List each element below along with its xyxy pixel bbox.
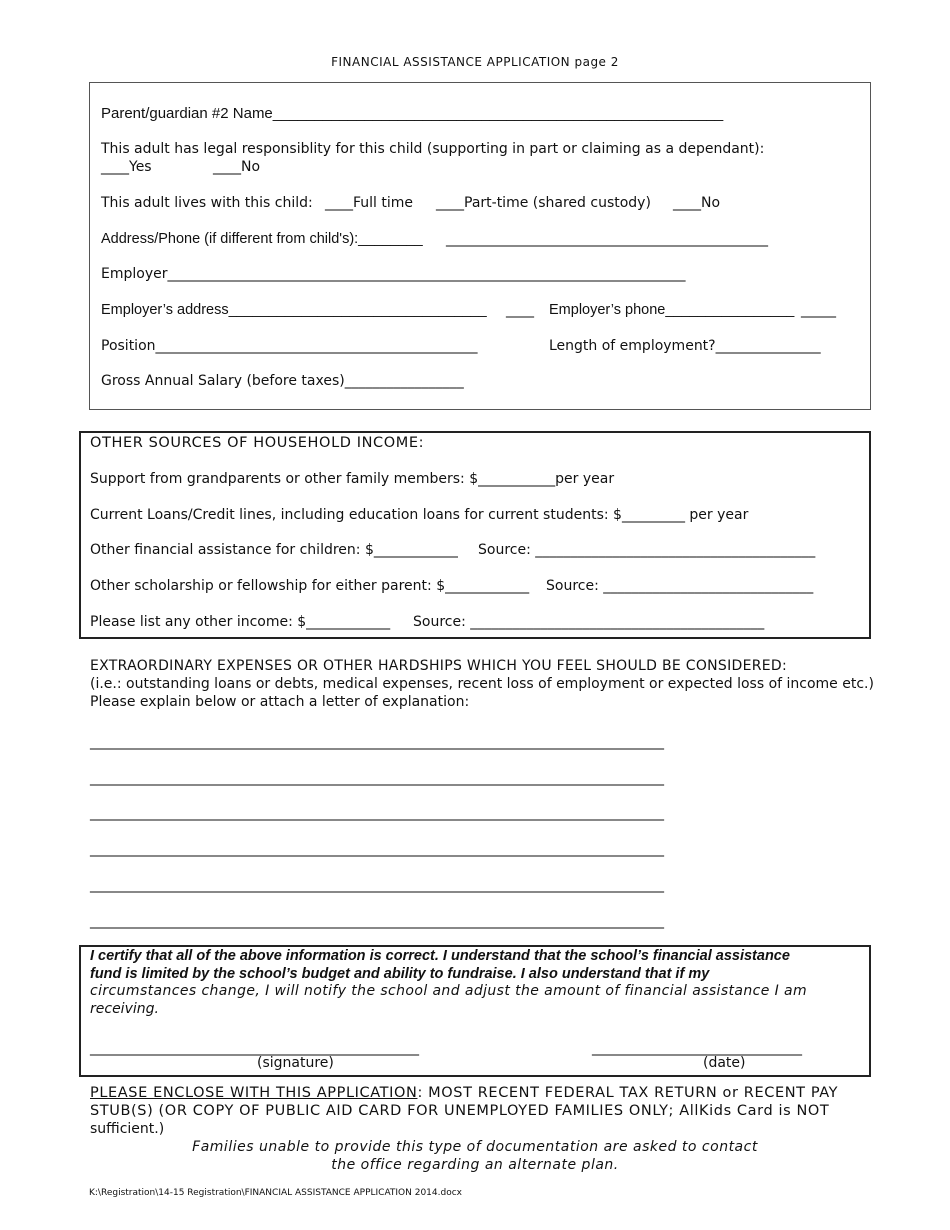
position-field[interactable]: Position______________________________________________: [101, 338, 478, 354]
employer-address-field[interactable]: Employer’s address________________________________: [101, 302, 487, 318]
employer-phone-blank[interactable]: _____: [801, 302, 836, 318]
other-income-source[interactable]: Source: __________________________________________: [413, 614, 765, 630]
children-assistance-source[interactable]: Source: ________________________________________: [478, 542, 816, 558]
page-title: FINANCIAL ASSISTANCE APPLICATION page 2: [331, 55, 619, 69]
employer-address-blank[interactable]: ____: [506, 302, 534, 318]
explanation-line[interactable]: __________________________________________________________________________________: [90, 913, 664, 929]
explanation-line[interactable]: __________________________________________________________________________________: [90, 805, 664, 821]
length-of-employment-field[interactable]: Length of employment?_______________: [549, 338, 821, 354]
address-phone-blank[interactable]: ______________________________________________: [446, 231, 768, 247]
hardships-heading: EXTRAORDINARY EXPENSES OR OTHER HARDSHIPS WHICH YOU FEEL SHOULD BE CONSIDERED:: [90, 658, 788, 674]
lives-no-option[interactable]: ____No: [673, 195, 721, 211]
enclose-label: PLEASE ENCLOSE WITH THIS APPLICATION: [90, 1085, 418, 1101]
gross-salary-field[interactable]: Gross Annual Salary (before taxes)_________________: [101, 373, 464, 389]
lives-with-child-label: This adult lives with this child:: [101, 195, 313, 211]
alternate-plan-note-line2: the office regarding an alternate plan.: [331, 1157, 619, 1173]
explanation-line[interactable]: __________________________________________________________________________________: [90, 877, 664, 893]
parent2-name-field[interactable]: Parent/guardian #2 Name______________________________________________________: [101, 105, 724, 122]
legal-no-option[interactable]: ____No: [213, 159, 261, 175]
other-income-section: [79, 431, 871, 639]
other-income-heading: OTHER SOURCES OF HOUSEHOLD INCOME:: [90, 435, 425, 451]
scholarship-field[interactable]: Other scholarship or fellowship for either parent: $____________: [90, 578, 530, 594]
employer-field[interactable]: Employer__________________________________________________________________________: [101, 266, 686, 282]
explanation-line[interactable]: __________________________________________________________________________________: [90, 770, 664, 786]
hardships-examples: (i.e.: outstanding loans or debts, medical expenses, recent loss of employment or expected loss of income etc.): [90, 676, 874, 692]
certify-text-line1: I certify that all of the above information is correct. I understand that the school’s financial assistance: [90, 948, 790, 964]
lives-parttime-option[interactable]: ____Part-time (shared custody): [436, 195, 651, 211]
signature-label: (signature): [257, 1055, 334, 1071]
certify-text-line3: circumstances change, I will notify the school and adjust the amount of financial assistance I am: [90, 983, 808, 999]
children-assistance-field[interactable]: Other financial assistance for children: $____________: [90, 542, 458, 558]
date-label: (date): [703, 1055, 746, 1071]
enclose-requirement: : MOST RECENT FEDERAL TAX RETURN or RECENT PAY: [417, 1085, 839, 1101]
employer-phone-field[interactable]: Employer’s phone________________: [549, 302, 795, 318]
file-path-footer: K:\Registration\14-15 Registration\FINANCIAL ASSISTANCE APPLICATION 2014.docx: [89, 1188, 462, 1198]
legal-responsibility-question: This adult has legal responsiblity for this child (supporting in part or claiming as a dependant):: [101, 141, 765, 157]
certify-text-line4: receiving.: [90, 1001, 159, 1017]
explanation-line[interactable]: __________________________________________________________________________________: [90, 734, 664, 750]
explanation-line[interactable]: __________________________________________________________________________________: [90, 841, 664, 857]
other-income-field[interactable]: Please list any other income: $____________: [90, 614, 391, 630]
hardships-instructions: Please explain below or attach a letter of explanation:: [90, 694, 470, 710]
family-support-field[interactable]: Support from grandparents or other family members: $___________per year: [90, 471, 615, 487]
signature-field[interactable]: _______________________________________________: [90, 1040, 419, 1056]
certification-section: [79, 945, 871, 1077]
address-phone-field[interactable]: Address/Phone (if different from child's):________: [101, 231, 423, 247]
enclose-instructions-line3: sufficient.): [90, 1121, 165, 1137]
legal-yes-option[interactable]: ____Yes: [101, 159, 152, 175]
loans-credit-field[interactable]: Current Loans/Credit lines, including education loans for current students: $_________ per year: [90, 507, 749, 523]
enclose-instructions-line2: STUB(S) (OR COPY OF PUBLIC AID CARD FOR UNEMPLOYED FAMILIES ONLY; AllKids Card is NOT: [90, 1103, 830, 1119]
alternate-plan-note-line1: Families unable to provide this type of documentation are asked to contact: [192, 1139, 758, 1155]
certify-text-line2: fund is limited by the school’s budget and ability to fundraise. I also understand that if my: [90, 966, 710, 982]
scholarship-source[interactable]: Source: ______________________________: [546, 578, 814, 594]
lives-fulltime-option[interactable]: ____Full time: [325, 195, 414, 211]
date-field[interactable]: ______________________________: [592, 1040, 802, 1056]
enclose-instructions-line1: [90, 1085, 838, 1101]
